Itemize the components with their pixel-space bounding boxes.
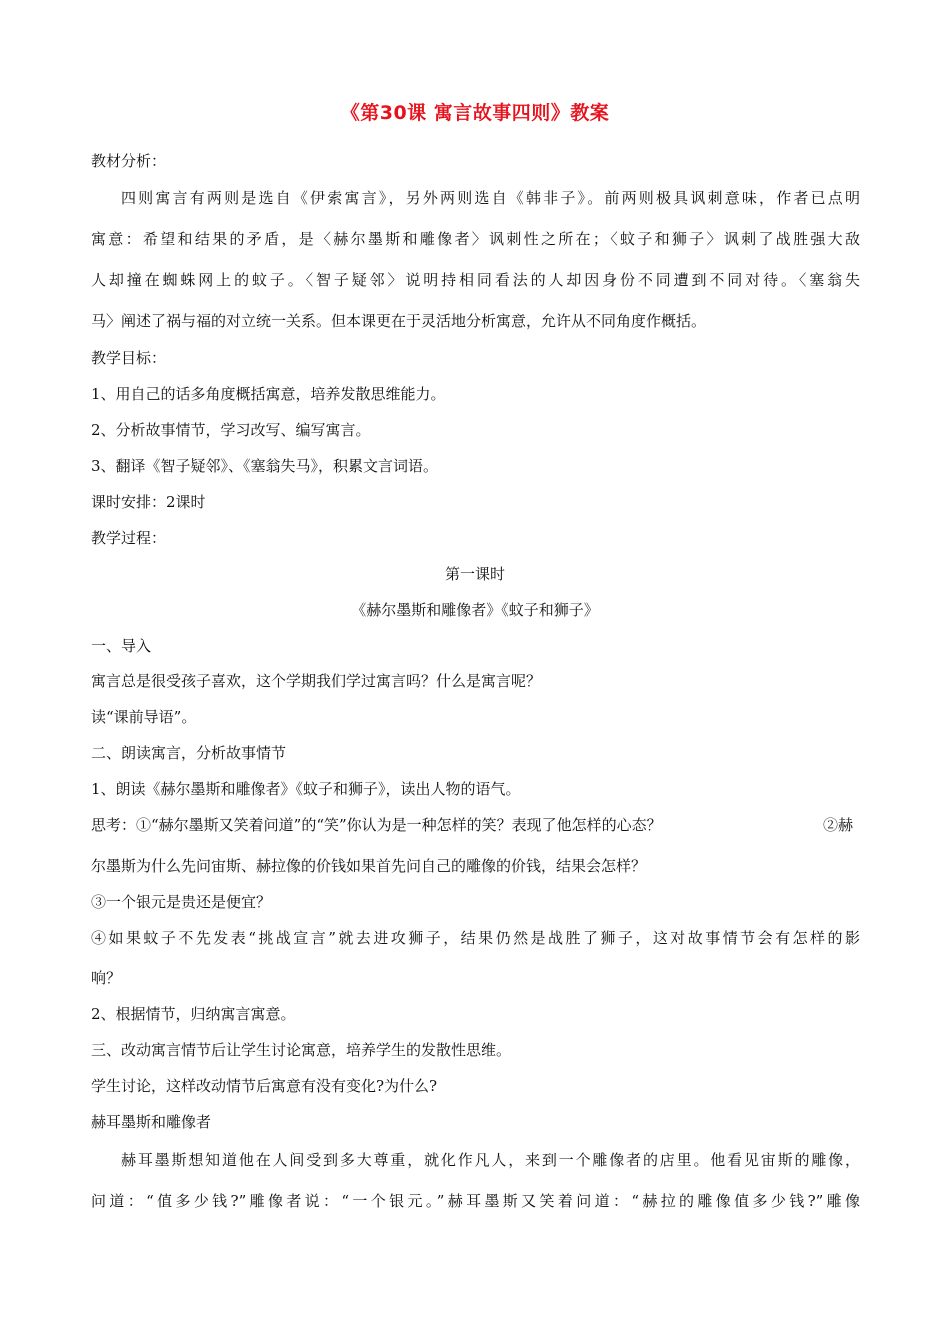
section-heading: 一、导入 — [91, 637, 152, 655]
paragraph-line: 四则寓言有两则是选自《伊索寓言》，另外两则选自《韩非子》。前两则极具讽刺意味，作者已点明 — [121, 189, 860, 207]
heading-materials: 教材分析： — [91, 152, 167, 170]
heading-goals: 教学目标： — [91, 349, 167, 367]
text-line: 1、朗读《赫尔墨斯和雕像者》《蚊子和狮子》，读出人物的语气。 — [91, 780, 521, 798]
story-title: 赫耳墨斯和雕像者 — [91, 1113, 212, 1131]
question-line: 尔墨斯为什么先问宙斯、赫拉像的价钱如果首先问自己的雕像的价钱，结果会怎样？ — [91, 857, 647, 875]
document-title: 《第30课 寓言故事四则》教案 — [340, 102, 610, 124]
paragraph-line: 寓意：希望和结果的矛盾，是〈赫尔墨斯和雕像者〉讽刺性之所在；〈蚊子和狮子〉讽刺了战胜强大敌 — [91, 230, 860, 248]
question-line: ④如果蚊子不先发表“挑战宣言”就去进攻狮子，结果仍然是战胜了狮子，这对故事情节会有怎样的影 — [91, 929, 860, 947]
lesson-heading: 第一课时 — [444, 565, 505, 583]
goal-item: 1、用自己的话多角度概括寓意，培养发散思维能力。 — [91, 385, 446, 403]
heading-process: 教学过程： — [91, 529, 167, 547]
text-line: 读“课前导语”。 — [91, 708, 197, 726]
story-line: 赫耳墨斯想知道他在人间受到多大尊重，就化作凡人，来到一个雕像者的店里。他看见宙斯的雕像， — [121, 1151, 860, 1169]
goal-item: 2、分析故事情节，学习改写、编写寓言。 — [91, 421, 371, 439]
question-line: 思考：①“赫尔墨斯又笑着问道”的“笑”你认为是一种怎样的笑？表现了他怎样的心态？ — [91, 816, 662, 834]
story-line: 问道：“值多少钱?”雕像者说：“一个银元。”赫耳墨斯又笑着问道：“赫拉的雕像值多少钱?”雕像 — [91, 1192, 860, 1210]
question-line: ③一个银元是贵还是便宜？ — [91, 893, 272, 911]
question-line: 响？ — [91, 969, 122, 987]
text-line: 学生讨论，这样改动情节后寓意有没有变化?为什么? — [91, 1077, 438, 1095]
section-heading: 二、朗读寓言，分析故事情节 — [91, 744, 287, 762]
section-heading: 三、改动寓言情节后让学生讨论寓意，培养学生的发散性思维。 — [91, 1041, 512, 1059]
paragraph-line: 马〉阐述了祸与福的对立统一关系。但本课更在于灵活地分析寓意，允许从不同角度作概括。 — [91, 312, 707, 330]
text-line: 2、根据情节，归纳寓言寓意。 — [91, 1005, 296, 1023]
paragraph-line: 人却撞在蜘蛛网上的蚊子。〈智子疑邻〉说明持相同看法的人却因身份不同遭到不同对待。〈塞翁失 — [91, 271, 860, 289]
schedule-line: 课时安排：2课时 — [91, 493, 206, 511]
goal-item: 3、翻译《智子疑邻》、《塞翁失马》，积累文言词语。 — [91, 457, 439, 475]
text-line: 寓言总是很受孩子喜欢，这个学期我们学过寓言吗？什么是寓言呢？ — [91, 672, 542, 690]
question-line: ②赫 — [823, 816, 854, 834]
lesson-subheading: 《赫尔墨斯和雕像者》《蚊子和狮子》 — [351, 601, 599, 619]
